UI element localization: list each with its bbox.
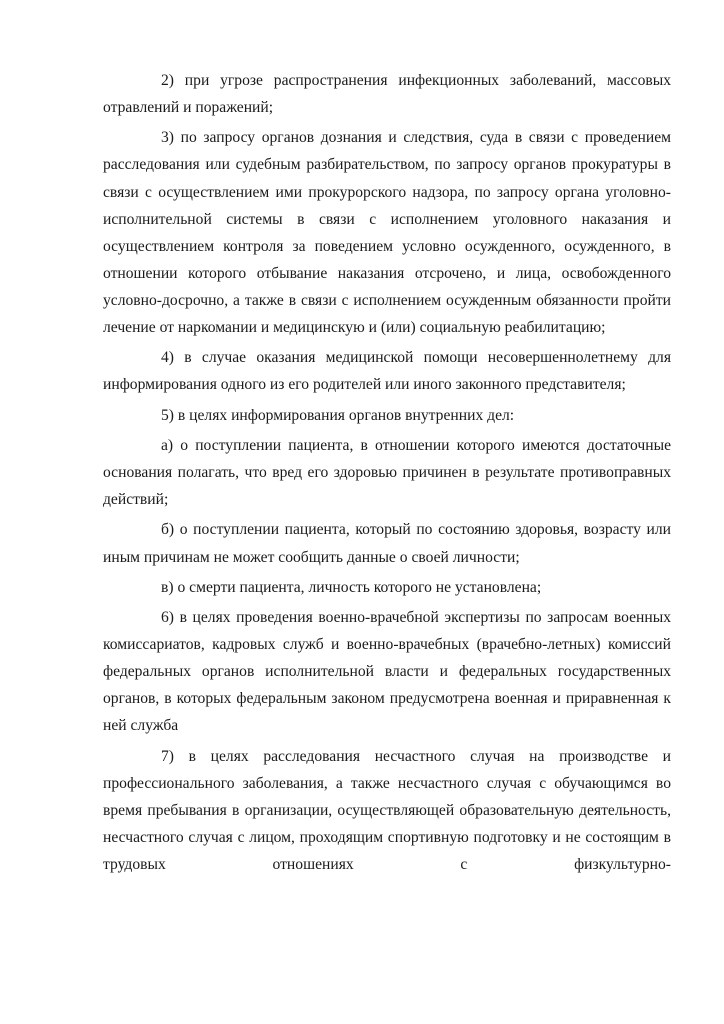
- paragraph-item-3: 3) по запросу органов дознания и следствия, суда в связи с проведением расследования или судебным разбирательством, по запросу органов прокуратуры в связи с осуществлением ими прокурорского надзора, по запросу органа уголовно-исполнительной системы в связи с исполнением уголовного наказания и осуществлением контроля за поведением условно осужденного, осужденного, в отношении которого отбывание наказания отсрочено, и лица, освобожденного условно-досрочно, а также в связи с исполнением осужденным обязанности пройти лечение от наркомании и медицинскую и (или) социальную реабилитацию;: [103, 129, 671, 337]
- paragraph-item-2: 2) при угрозе распространения инфекционных заболеваний, массовых отравлений и поражений;: [103, 72, 671, 117]
- paragraph-subitem-b: б) о поступлении пациента, который по состоянию здоровья, возрасту или иным причинам не может сообщить данные о своей личности;: [103, 521, 671, 566]
- paragraph-subitem-a: а) о поступлении пациента, в отношении которого имеются достаточные основания полагать, что вред его здоровью причинен в результате противоправных действий;: [103, 436, 671, 509]
- paragraph-item-5: 5) в целях информирования органов внутренних дел:: [161, 406, 515, 424]
- paragraph-item-7: 7) в целях расследования несчастного случая на производстве и профессионального заболевания, а также несчастного случая с обучающимся во время пребывания в организации, осуществляющей образовательную деятельность, несчастного случая с лицом, проходящим спортивную подготовку и не состоящим в трудовых отношениях с физкультурно-: [103, 747, 671, 874]
- paragraph-item-4: 4) в случае оказания медицинской помощи несовершеннолетнему для информирования одного из его родителей или иного законного представителя;: [103, 349, 671, 394]
- paragraph-item-6: 6) в целях проведения военно-врачебной экспертизы по запросам военных комиссариатов, кадровых служб и военно-врачебных (врачебно-летных) комиссий федеральных органов исполнительной власти и федеральных государственных органов, в которых федеральным законом предусмотрена военная и приравненная к ней служба: [103, 609, 671, 735]
- document-page: [103, 67, 671, 878]
- paragraph-subitem-v: в) о смерти пациента, личность которого не установлена;: [161, 578, 542, 596]
